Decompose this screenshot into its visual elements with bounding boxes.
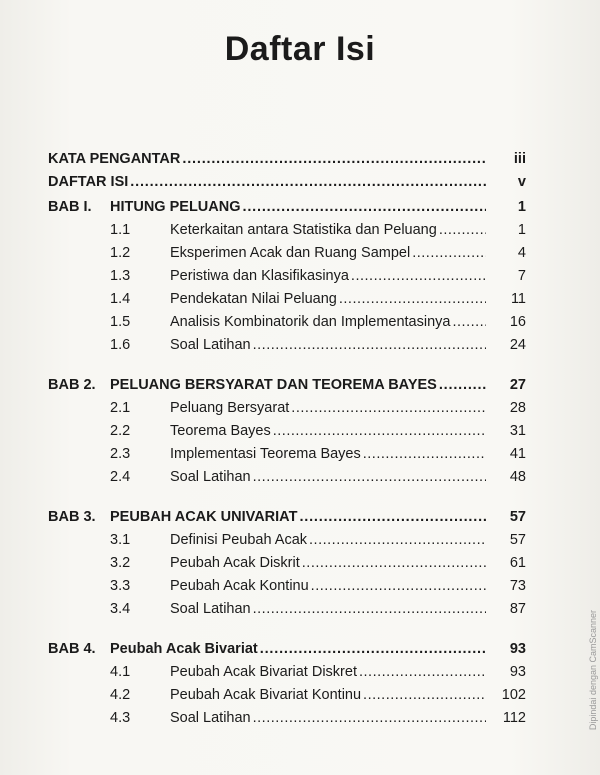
dot-leader: [439, 376, 486, 394]
chapter-page: 1: [517, 199, 526, 215]
toc-entry-section: [48, 572, 526, 595]
toc-entry-section: [48, 681, 526, 704]
section-title: Eksperimen Acak dan Ruang Sampel: [170, 245, 411, 261]
section-number: 4.2: [110, 687, 131, 703]
dot-leader: [339, 290, 486, 308]
section-title: Analisis Kombinatorik dan Implementasinya: [170, 314, 451, 330]
chapter-page: 27: [509, 377, 526, 393]
entry-title: DAFTAR ISI: [48, 174, 129, 190]
toc-entry-section: [48, 549, 526, 572]
dot-leader: [439, 221, 486, 239]
toc-entry-chapter: [48, 193, 526, 216]
section-number: 1.1: [110, 222, 131, 238]
section-number: 4.3: [110, 710, 131, 726]
toc-entry-section: [48, 331, 526, 354]
section-title: Soal Latihan: [170, 469, 251, 485]
section-page: 102: [501, 687, 526, 703]
toc-entry-front-matter: [48, 145, 526, 168]
toc-entry-section: [48, 216, 526, 239]
section-number: 3.3: [110, 578, 131, 594]
section-number: 1.2: [110, 245, 131, 261]
dot-leader: [260, 640, 486, 658]
chapter-number: BAB 4.: [48, 641, 96, 657]
entry-title: KATA PENGANTAR: [48, 151, 181, 167]
section-page: 24: [509, 337, 526, 353]
section-page: 7: [517, 268, 526, 284]
dot-leader: [182, 150, 486, 168]
section-number: 4.1: [110, 664, 131, 680]
section-page: 73: [509, 578, 526, 594]
dot-leader: [130, 173, 486, 191]
entry-page: iii: [513, 151, 526, 167]
section-title: Peristiwa dan Klasifikasinya: [170, 268, 349, 284]
section-number: 1.5: [110, 314, 131, 330]
dot-leader: [311, 577, 486, 595]
chapter-number: BAB 2.: [48, 377, 96, 393]
section-page: 16: [509, 314, 526, 330]
section-number: 3.1: [110, 532, 131, 548]
section-page: 112: [502, 710, 526, 726]
section-number: 3.2: [110, 555, 131, 571]
section-title: Peluang Bersyarat: [170, 400, 290, 416]
toc-entry-section: [48, 595, 526, 618]
dot-leader: [412, 244, 486, 262]
section-number: 1.4: [110, 291, 131, 307]
scanner-watermark: Dipindai dengan CamScanner: [588, 610, 598, 731]
dot-leader: [359, 663, 486, 681]
section-page: 48: [509, 469, 526, 485]
section-page: 87: [509, 601, 526, 617]
dot-leader: [243, 198, 487, 216]
section-number: 2.3: [110, 446, 131, 462]
toc-entry-section: [48, 308, 526, 331]
toc-entry-section: [48, 394, 526, 417]
section-page: 93: [509, 664, 526, 680]
chapter-title: HITUNG PELUANG: [110, 199, 241, 215]
dot-leader: [351, 267, 486, 285]
chapter-page: 93: [509, 641, 526, 657]
dot-leader: [273, 422, 486, 440]
section-title: Pendekatan Nilai Peluang: [170, 291, 337, 307]
toc-entry-section: [48, 417, 526, 440]
section-title: Definisi Peubah Acak: [170, 532, 308, 548]
dot-leader: [253, 336, 486, 354]
toc-entry-section: [48, 658, 526, 681]
toc-entry-front-matter: [48, 168, 526, 191]
chapter-page: 57: [509, 509, 526, 525]
toc-entry-section: [48, 239, 526, 262]
dot-leader: [302, 554, 486, 572]
dot-leader: [363, 445, 486, 463]
section-page: 57: [509, 532, 526, 548]
section-page: 31: [509, 423, 526, 439]
dot-leader: [291, 399, 486, 417]
toc-entry-section: [48, 463, 526, 486]
section-number: 3.4: [110, 601, 131, 617]
chapter-title: Peubah Acak Bivariat: [110, 641, 258, 657]
section-title: Peubah Acak Kontinu: [170, 578, 309, 594]
section-title: Peubah Acak Bivariat Kontinu: [170, 687, 362, 703]
section-number: 1.3: [110, 268, 131, 284]
table-of-contents: [48, 145, 526, 727]
toc-entry-section: [48, 440, 526, 463]
chapter-number: BAB 3.: [48, 509, 96, 525]
toc-entry-chapter: [48, 635, 526, 658]
section-number: 2.4: [110, 469, 131, 485]
dot-leader: [253, 709, 486, 727]
section-page: 1: [517, 222, 526, 238]
section-number: 1.6: [110, 337, 131, 353]
section-title: Peubah Acak Diskrit: [170, 555, 300, 571]
chapter-title: PEUBAH ACAK UNIVARIAT: [110, 509, 298, 525]
section-title: Soal Latihan: [170, 601, 251, 617]
section-page: 41: [509, 446, 526, 462]
section-page: 11: [510, 291, 526, 307]
dot-leader: [253, 468, 486, 486]
chapter-number: BAB I.: [48, 199, 92, 215]
section-page: 4: [517, 245, 526, 261]
dot-leader: [363, 686, 486, 704]
entry-page: v: [517, 174, 526, 190]
section-title: Peubah Acak Bivariat Diskret: [170, 664, 357, 680]
toc-entry-section: [48, 526, 526, 549]
toc-entry-section: [48, 262, 526, 285]
dot-leader: [299, 508, 486, 526]
dot-leader: [309, 531, 486, 549]
section-number: 2.2: [110, 423, 131, 439]
section-title: Soal Latihan: [170, 710, 251, 726]
section-page: 61: [509, 555, 526, 571]
chapter-title: PELUANG BERSYARAT DAN TEOREMA BAYES: [110, 377, 437, 393]
section-number: 2.1: [110, 400, 131, 416]
toc-entry-section: [48, 285, 526, 308]
section-title: Teorema Bayes: [170, 423, 271, 439]
section-page: 28: [509, 400, 526, 416]
toc-entry-section: [48, 704, 526, 727]
toc-entry-chapter: [48, 371, 526, 394]
page-title: Daftar Isi: [224, 30, 376, 68]
section-title: Soal Latihan: [170, 337, 251, 353]
toc-entry-chapter: [48, 503, 526, 526]
dot-leader: [452, 313, 486, 331]
section-title: Implementasi Teorema Bayes: [170, 446, 361, 462]
section-title: Keterkaitan antara Statistika dan Peluang: [170, 222, 437, 238]
dot-leader: [253, 600, 486, 618]
